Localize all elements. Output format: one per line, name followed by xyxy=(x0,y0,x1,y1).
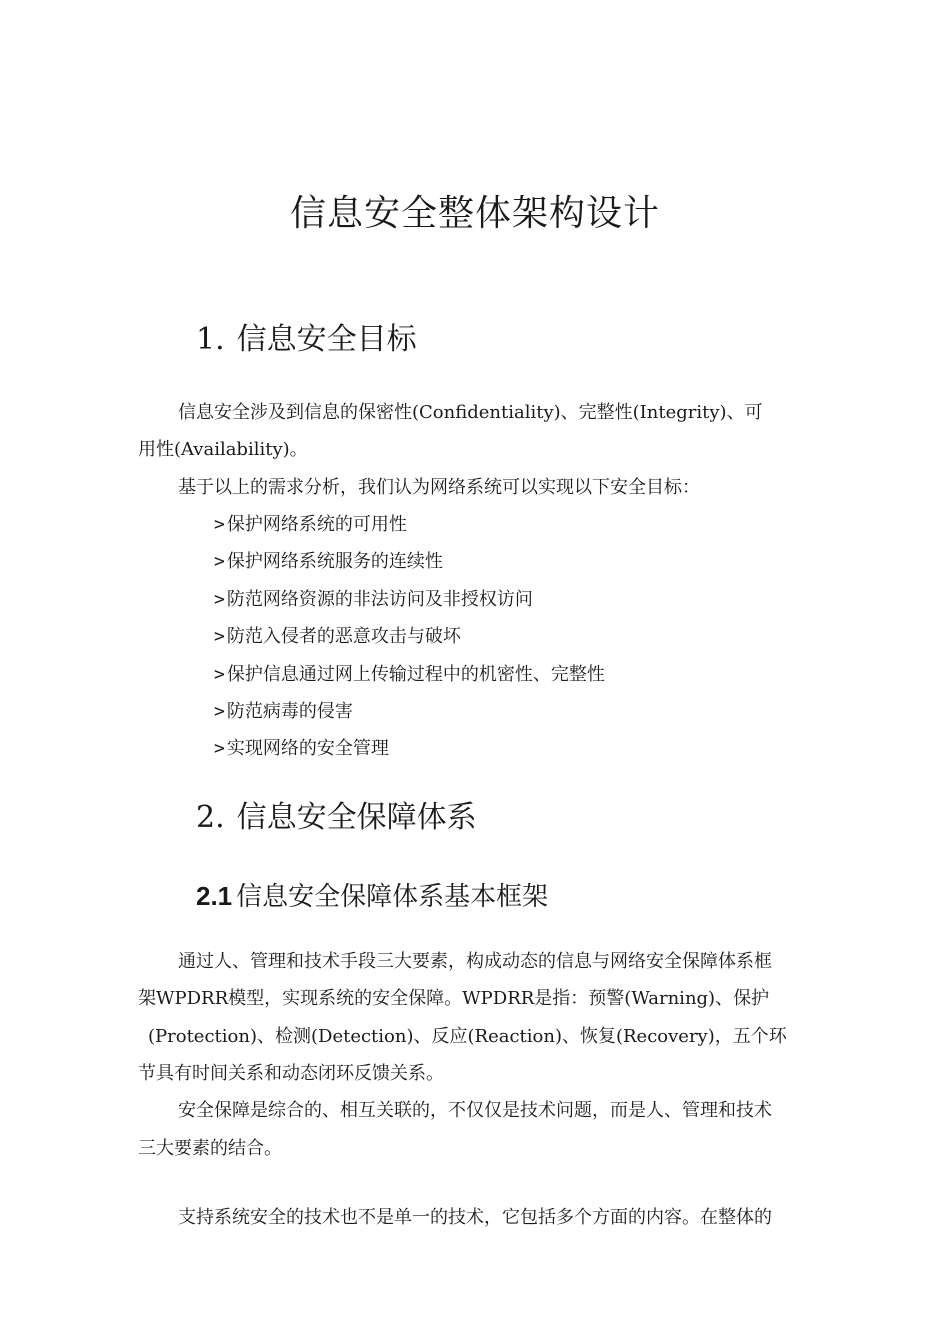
goals-lead-text: 基于以上的需求分析，我们认为网络系统可以实现以下安全目标： xyxy=(178,477,700,498)
framework-paragraph-line-2: 架WPDRR模型，实现系统的安全保障。WPDRR是指：预警(Warning)、保护 xyxy=(138,988,770,1009)
list-item xyxy=(214,656,605,693)
bullet-marker: > xyxy=(214,514,225,535)
list-item xyxy=(214,730,605,767)
intro-paragraph-line-1: 信息安全涉及到信息的保密性(Confidentiality)、完整性(Integrity)、可 xyxy=(178,402,763,423)
section-2-number: 2. xyxy=(196,800,225,835)
assurance-paragraph-line-1: 安全保障是综合的、相互关联的，不仅仅是技术问题，而是人、管理和技术 xyxy=(178,1100,772,1121)
list-item-text: 保护信息通过网上传输过程中的机密性、完整性 xyxy=(226,663,605,685)
framework-paragraph-line-4: 节具有时间关系和动态闭环反馈关系。 xyxy=(138,1063,444,1084)
list-item-text: 实现网络的安全管理 xyxy=(226,738,389,760)
bullet-marker: > xyxy=(214,551,225,573)
list-item xyxy=(214,543,605,580)
section-2-title: 信息安全保障体系 xyxy=(236,800,477,835)
framework-paragraph-line-1: 通过人、管理和技术手段三大要素，构成动态的信息与网络安全保障体系框 xyxy=(178,951,772,972)
section-1-title: 信息安全目标 xyxy=(236,322,417,357)
section-1-heading xyxy=(196,318,417,362)
list-item xyxy=(214,506,605,543)
list-item-text: 防范入侵者的恶意攻击与破坏 xyxy=(226,626,461,648)
bullet-marker: > xyxy=(214,588,225,610)
assurance-paragraph-line-2: 三大要素的结合。 xyxy=(138,1138,282,1159)
bullet-marker: > xyxy=(214,663,225,685)
list-item xyxy=(214,693,605,730)
technology-paragraph-line-1: 支持系统安全的技术也不是单一的技术，它包括多个方面的内容。在整体的 xyxy=(178,1207,772,1228)
section-2-heading xyxy=(196,796,477,840)
subsection-2-1-title: 信息安全保障体系基本框架 xyxy=(236,882,549,912)
framework-paragraph-line-3: (Protection)、检测(Detection)、反应(Reaction)、恢复(Recovery)，五个环 xyxy=(148,1026,787,1047)
subsection-2-1-heading xyxy=(196,876,548,917)
bullet-marker: > xyxy=(214,738,225,760)
document-title: 信息安全整体架构设计 xyxy=(289,193,660,234)
list-item xyxy=(214,581,605,618)
list-item-text: 保护网络系统的可用性 xyxy=(226,514,407,535)
list-item-text: 保护网络系统服务的连续性 xyxy=(226,551,443,573)
intro-paragraph-line-2: 用性(Availability)。 xyxy=(138,439,308,460)
list-item xyxy=(214,618,605,655)
bullet-marker: > xyxy=(214,626,225,648)
subsection-2-1-number: 2.1 xyxy=(196,881,233,911)
list-item-text: 防范网络资源的非法访问及非授权访问 xyxy=(226,588,533,610)
security-goals-list xyxy=(214,506,605,768)
section-1-number: 1. xyxy=(196,322,225,357)
bullet-marker: > xyxy=(214,701,225,723)
list-item-text: 防范病毒的侵害 xyxy=(226,701,353,723)
